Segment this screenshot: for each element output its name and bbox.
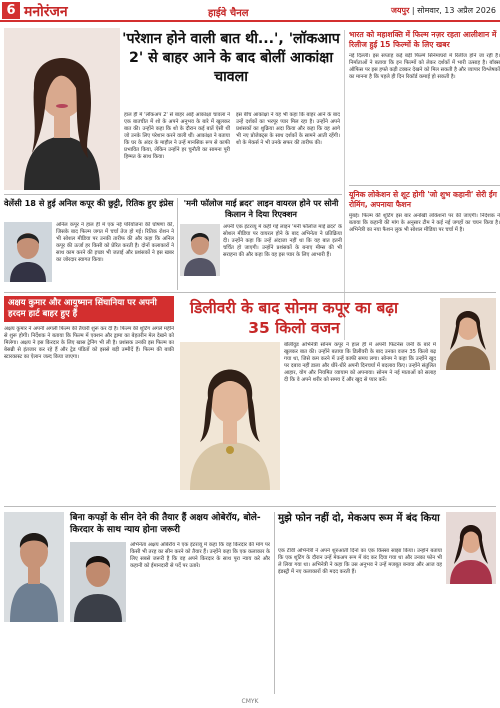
story5-headline: डिलीवरी के बाद सोनम कपूर का बढ़ा 35 किलो वजन xyxy=(189,299,399,337)
story7-body: एक टीवी अभिनेत्री ने अपने शुरुआती दिनों का एक किस्सा साझा किया। उन्होंने बताया कि एक शूटिंग के दौरान उन्हें मेकअप रूम में बंद कर दिया गया था और उनका फोन भी ले लिया गया था। अभिनेत्री ने कहा कि उस अनुभव ने उन्हें मजबूत बनाया और आज वह इंडस्ट्री में नए कलाकारों की मदद करती हैं। xyxy=(278,548,442,575)
photo-sonam xyxy=(180,342,280,490)
story1-body-right: इस बीच आकांक्षा ने यह भी कहा कि बाहर आने के बाद उन्हें दर्शकों का भरपूर प्यार मिल रहा है। उन्होंने अपने प्रशंसकों का शुक्रिया अदा किया और कहा कि वह आगे भी नए प्रोजेक्ट्स के साथ दर्शकों के सामने आती रहेंगी। शो के मेकर्स ने भी उनके सफर की तारीफ की। xyxy=(236,112,340,146)
story6-headline: बिना कपड़ों के सीन देने की तैयार हैं अक्षय ओबेरॉय, बोले- किरदार के साथ न्याय होना जरूरी xyxy=(70,513,261,535)
story1-headline: 'परेशान होने वाली बात थी...', 'लॉकआप 2' से बाहर आने के बाद बोलीं आकांक्षा चावला xyxy=(122,31,340,85)
divider-2 xyxy=(4,292,496,293)
photo-akshay-oberoi xyxy=(4,512,64,622)
sonam-portrait-2 xyxy=(440,298,496,370)
actress-portrait xyxy=(446,512,496,584)
page-number: 6 xyxy=(2,2,20,19)
story6-body: अभिनेता अक्षय ओबेरॉय ने एक इंटरव्यू में कहा कि वह किरदार की मांग पर किसी भी तरह का सीन करने को तैयार हैं। उन्होंने कहा कि एक कलाकार के लिए सबसे जरूरी है कि वह अपने किरदार के साथ पूरा न्याय करे और कहानी को ईमानदारी से पर्दे पर उतारे। xyxy=(130,542,270,569)
story3-body: अपनी एक इंटरव्यू में कही गई लाइन 'मनी फॉलोज माई ब्रदर' के सोशल मीडिया पर वायरल होने के बाद अभिनेता ने प्रतिक्रिया दी। उन्होंने कहा कि उन्हें अंदाजा नहीं था कि यह बात इतनी चर्चित हो जाएगी। उन्होंने प्रशंसकों के बनाए मीम्स की भी सराहना की और कहा कि वह इस प्यार के लिए आभारी हैं। xyxy=(223,224,342,258)
section-title: मनोरंजन xyxy=(24,4,68,20)
story5-body: बॉलीवुड अभिनेत्री सोनम कपूर ने हाल ही में अपनी फिटनेस जर्नी के बारे में खुलकर बात की। उन्होंने बताया कि डिलीवरी के बाद उनका वजन 35 किलो बढ़ गया था, जिसे कम करने में उन्हें काफी समय लगा। सोनम ने कहा कि उन्होंने खुद पर दबाव नहीं डाला और धीरे-धीरे अपनी दिनचर्या में बदलाव किए। उन्होंने संतुलित आहार, योग और नियमित व्यायाम को अपनाया। सोनम ने नई माताओं को सलाह दी कि वे अपने शरीर को समय दें और खुद से प्यार करें। xyxy=(284,342,436,383)
story2-body: अनिल कपूर ने हाल ही में एक नई परियोजना की घोषणा की, जिसके बाद फिल्म जगत में चर्चा तेज हो गई। रितिक रोशन ने भी सोशल मीडिया पर उनकी तारीफ की और कहा कि अनिल कपूर की ऊर्जा हर किसी को प्रेरित करती है। दोनों कलाकारों ने साथ काम करने की इच्छा भी जताई और प्रशंसकों ने इस खबर का जोरदार स्वागत किया। xyxy=(56,222,174,263)
print-marks: CMYK xyxy=(241,698,259,705)
akshay-portrait-2 xyxy=(70,542,126,622)
akshay-portrait xyxy=(4,512,64,622)
divider-v2 xyxy=(274,512,275,694)
photo-akshay-oberoi-2 xyxy=(70,542,126,622)
sidebox-divider xyxy=(349,185,500,186)
newspaper-name: हाईवे चैनल xyxy=(208,8,249,19)
story2-headline: वेलेंसी 18 से हुई अनिल कपूर की छुट्टी, रितिक हुए इंप्रेस xyxy=(4,198,174,208)
sonu-portrait xyxy=(180,224,220,276)
story4-body: अक्षय कुमार ने अपनी अगली फिल्म की तैयारी शुरू कर दी है। फिल्म की शूटिंग अगले महीने से शुरू होगी। निर्देशक ने बताया कि फिल्म में एक्शन और ड्रामा का बेहतरीन मेल देखने को मिलेगा। अक्षय ने इस किरदार के लिए खास ट्रेनिंग भी ली है। प्रशंसक उनकी इस फिल्म का बेसब्री से इंतजार कर रहे हैं और ट्रेड पंडितों को इससे बड़ी उम्मीदें हैं। फिल्म की बाकी स्टारकास्ट का ऐलान जल्द किया जाएगा। xyxy=(4,326,174,360)
story7-headline: मुझे फोन नहीं दो, मेकअप रूम में बंद किया xyxy=(278,513,440,524)
photo-anil-kapoor xyxy=(4,222,52,282)
dateline-date: सोमवार, 13 अप्रैल 2026 xyxy=(417,6,496,15)
sidebar-news-box xyxy=(344,30,500,340)
photo-sonu xyxy=(180,224,220,276)
divider-3 xyxy=(4,506,496,507)
story1-body-left: हाल ही में 'लॉकअप 2' से बाहर आईं आकांक्षा चावला ने एक बातचीत में शो के अपने अनुभव के बारे में खुलकर बात की। उन्होंने कहा कि शो के दौरान कई बातें ऐसी थीं जो उनके लिए परेशान करने वाली थीं। आकांक्षा ने बताया कि घर के अंदर के माहौल ने उन्हें मानसिक रूप से काफी प्रभावित किया, लेकिन उन्होंने हर चुनौती का सामना पूरी हिम्मत के साथ किया। xyxy=(124,112,230,160)
dateline-city: जयपुर xyxy=(390,6,410,15)
portrait-image xyxy=(4,28,120,190)
story3-headline: 'मनी फॉलोज माई ब्रदर' लाइन वायरल होने पर सोनी किलान ने दिया रिएक्शन xyxy=(183,198,339,219)
dateline: जयपुर | सोमवार, 13 अप्रैल 2026 xyxy=(390,6,496,15)
anil-portrait xyxy=(4,222,52,282)
divider-v1 xyxy=(177,198,178,290)
divider-1 xyxy=(4,194,342,195)
sidebox-story1-body: नई दिल्ली। इस सप्ताह कई बड़ी फिल्में सिनेमाघरों में रिलीज होने जा रही हैं। निर्माताओं ने बताया कि इन फिल्मों को लेकर दर्शकों में भारी उत्साह है। बॉक्स ऑफिस पर इस हफ्ते कड़ी टक्कर देखने को मिल सकती है और व्यापार विश्लेषकों का मानना है कि पहले ही दिन रिकॉर्ड कमाई हो सकती है। xyxy=(349,53,500,80)
photo-sonam-2 xyxy=(440,298,496,370)
photo-akanksha xyxy=(4,28,120,190)
sidebox-story2-headline: यूनिक लोकेशन से शूट होगी 'जो शुभ कहानी' सेरी ईंग रोमिंग, अपनाया फैशन xyxy=(349,190,497,209)
story4-banner: अक्षय कुमार और आयुष्मान सिंघानिया पर अपनी हरदम हार्ट बाहर हुए हैं xyxy=(4,296,174,322)
photo-actress xyxy=(446,512,496,584)
sidebox-story1-headline: भारत को महाशक्ति में फिल्म नज़र रहता आलीशान में रिलीज हुई 15 फिल्मों के लिए खबर xyxy=(349,30,497,49)
sonam-portrait xyxy=(180,342,280,490)
sidebox-story2-body: मुंबई। फिल्म की शूटिंग इस बार अनोखी लोकेशनों पर की जाएगी। निर्देशक ने बताया कि कहानी की मांग के अनुसार टीम ने कई नई जगहों का चयन किया है। अभिनेत्री का नया फैशन लुक भी सोशल मीडिया पर चर्चा में है। xyxy=(349,213,500,233)
